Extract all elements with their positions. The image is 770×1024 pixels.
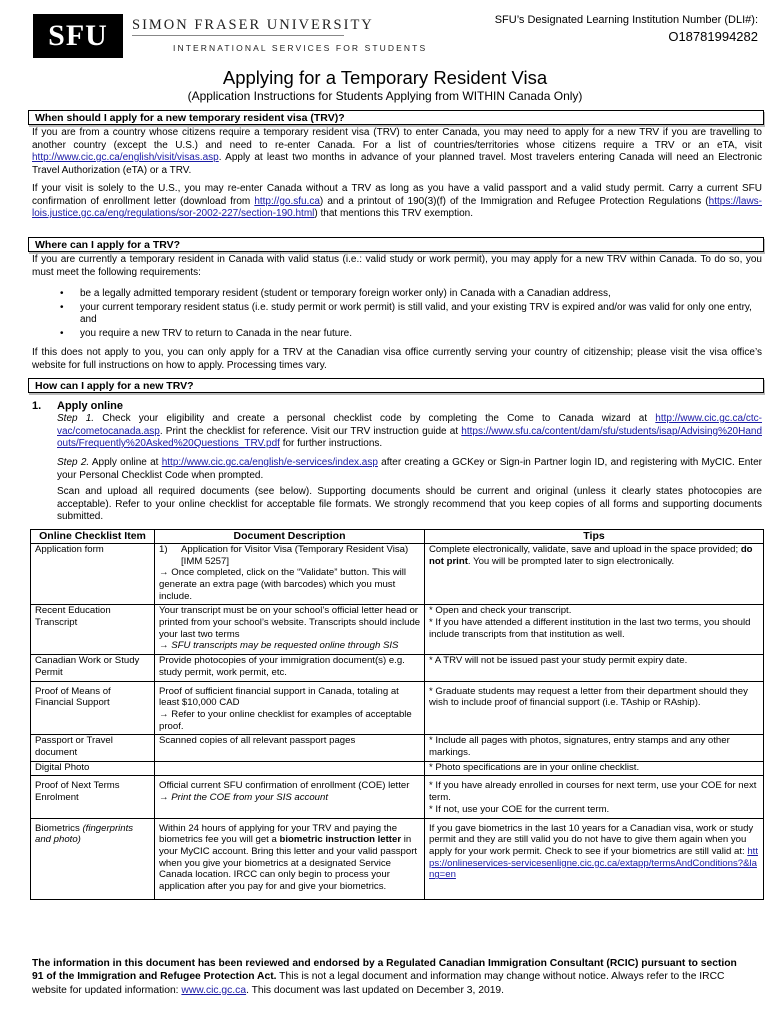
- tips-cell: * A TRV will not be issued past your study permit expiry date.: [425, 655, 764, 681]
- tips-cell: * Photo specifications are in your online checklist.: [425, 761, 764, 776]
- trv-guide-link[interactable]: https://www.sfu.ca/content/dam/sfu/students/isap/Advising%20Handouts/Frequently%20Asked%20Questions_TRV.pdf: [57, 425, 762, 449]
- page-subtitle: (Application Instructions for Students Applying from WITHIN Canada Only): [187, 89, 583, 103]
- item-cell: Recent Education Transcript: [31, 605, 155, 655]
- when-paragraph-1: If you are from a country whose citizens require a temporary resident visa (TRV) to enter Canada, you may need to apply for a new TRV if you are travelling to another country (except the U.S.) and need to re-enter Canada. For a list of countries/territories whose citizens require a TRV or an eTA, visit http://www.cic.gc.ca/english/visit/visas.asp. Apply at least two months in advance of your planned travel. Most travelers entering Canada will need an Electronic Travel Authorization (eTA) or a TRV.: [32, 127, 762, 176]
- description-cell: 1) Application for Visitor Visa (Temporary Resident Visa) [IMM 5257] → Once completed, click on the “Validate” button. This will generate an extra page (with barcodes) which you must include.: [155, 543, 425, 605]
- regulations-link[interactable]: https://laws-lois.justice.gc.ca/eng/regulations/sor-2002-227/section-190.html: [32, 195, 762, 219]
- description-cell: Official current SFU confirmation of enrollment (COE) letter → Print the COE from your SIS account: [155, 776, 425, 818]
- description-cell: Proof of sufficient financial support in Canada, totaling at least $10,000 CAD → Refer to your online checklist for examples of acceptable proof.: [155, 681, 425, 735]
- table-row: [31, 735, 764, 761]
- page-title: Applying for a Temporary Resident Visa: [222, 67, 548, 88]
- requirements-list: [58, 288, 758, 341]
- checklist-table: [30, 529, 764, 900]
- ircc-link[interactable]: www.cic.gc.ca: [181, 984, 247, 996]
- table-header-row: [31, 530, 764, 544]
- item-cell: Proof of Next Terms Enrolment: [31, 776, 155, 818]
- description-cell: Scanned copies of all relevant passport pages: [155, 735, 425, 761]
- dli-label: SFU’s Designated Learning Institution Number (DLI#):: [494, 14, 758, 26]
- table-row: [31, 605, 764, 655]
- biometrics-check-link[interactable]: https://onlineservices-servicesenligne.cic.gc.ca/extapp/termsAndConditions?&lang=en: [429, 845, 758, 881]
- e-services-link[interactable]: http://www.cic.gc.ca/english/e-services/index.asp: [161, 457, 378, 468]
- where-paragraph-1: If you are currently a temporary resident in Canada with valid status (i.e.: valid study or work permit), you may apply for a new TRV within Canada. To do so, you must meet the following requirements:: [32, 254, 762, 278]
- tips-cell: Complete electronically, validate, save and upload in the space provided; do not print. You will be prompted later to sign electronically.: [425, 543, 764, 605]
- header-divider: [132, 35, 344, 36]
- description-cell: Within 24 hours of applying for your TRV and paying the biometrics fee you will get a biometric instruction letter in your MyCIC account. Bring this letter and your valid passport when you give your biometrics at a designated Service Canada location. IRCC can only begin to process your application after you pay for and give your biometrics.: [155, 818, 425, 899]
- table-row: [31, 681, 764, 735]
- visas-link[interactable]: http://www.cic.gc.ca/english/visit/visas.asp: [32, 152, 219, 163]
- university-name: SIMON FRASER UNIVERSITY: [132, 17, 374, 33]
- col-header-tips: Tips: [425, 530, 764, 544]
- sfu-logo: SFU: [33, 14, 123, 58]
- col-header-item: Online Checklist Item: [31, 530, 155, 544]
- step-title: Apply online: [57, 400, 123, 412]
- step-number: 1.: [32, 400, 42, 412]
- where-paragraph-2: If this does not apply to you, you can only apply for a TRV at the Canadian visa office currently serving your country of citizenship; please visit the visa office’s website for full instructions on how to apply. Processing times vary.: [32, 347, 762, 371]
- step-3-text: Scan and upload all required documents (see below). Supporting documents should be current and original (unless it clearly states photocopies are acceptable). Refer to your online checklist for acceptable file formats. We strongly recommend that you keep copies of all forms and supporting documents submitted.: [57, 486, 762, 522]
- item-cell: Proof of Means of Financial Support: [31, 681, 155, 735]
- go-sfu-link[interactable]: http://go.sfu.ca: [254, 195, 320, 207]
- footer-disclaimer: The information in this document has been reviewed and endorsed by a Regulated Canadian Immigration Consultant (RCIC) pursuant to section 91 of the Immigration and Refugee Protection Act. This is not a legal document and information may change without notice. Always refer to the IRCC website for updated information: www.cic.gc.ca. This document was last updated on December 3, 2019.: [32, 958, 737, 996]
- table-row: [31, 776, 764, 818]
- tips-cell: * If you have already enrolled in courses for next term, use your COE for next term. * If not, use your COE for the current term.: [425, 776, 764, 818]
- when-paragraph-2: If your visit is solely to the U.S., you may re-enter Canada without a TRV as long as you have a valid passport and a valid study permit. Carry a current SFU confirmation of enrollment letter (download from http://go.sfu.ca) and a printout of 190(3)(f) of the Immigration and Refugee Protection Regulations (https://laws-lois.justice.gc.ca/eng/regulations/sor-2002-227/section-190.html) that mentions this TRV exemption.: [32, 183, 762, 219]
- table-row: [31, 543, 764, 605]
- description-cell: Provide photocopies of your immigration document(s) e.g. study permit, work permit, etc.: [155, 655, 425, 681]
- item-cell: Digital Photo: [31, 761, 155, 776]
- dli-number: O18781994282: [668, 29, 758, 44]
- requirement-item: • you require a new TRV to return to Canada in the near future.: [58, 328, 758, 341]
- requirement-item: • your current temporary resident status (i.e. study permit or work permit) is still valid, and your existing TRV is expired and/or was valid for only one entry, and: [58, 302, 758, 327]
- come-to-canada-link[interactable]: http://www.cic.gc.ca/ctc-vac/cometocanada.asp: [57, 413, 762, 437]
- tips-cell: * Graduate students may request a letter from their department should they wish to include proof of financial support (i.e. TAship or RAship).: [425, 681, 764, 735]
- requirement-item: • be a legally admitted temporary resident (student or temporary foreign worker only) in Canada with a Canadian address,: [58, 288, 758, 301]
- section-heading-where: Where can I apply for a TRV?: [28, 237, 764, 252]
- tips-cell: * Open and check your transcript. * If you have attended a different institution in the last two terms, you should include transcripts from that institution as well.: [425, 605, 764, 655]
- item-cell: Biometrics (fingerprints and photo): [31, 818, 155, 899]
- item-cell: Passport or Travel document: [31, 735, 155, 761]
- item-cell: Canadian Work or Study Permit: [31, 655, 155, 681]
- item-cell: Application form: [31, 543, 155, 605]
- tips-cell: If you gave biometrics in the last 10 years for a Canadian visa, work or study permit and they are still valid you do not have to give them again when you apply for your work permit. Check to see if your biometrics are still valid at: https://onlineservices-servicesenligne.cic.gc.ca/extapp/termsAndConditions?&lang=en: [425, 818, 764, 899]
- table-row: [31, 761, 764, 776]
- section-heading-how: How can I apply for a new TRV?: [28, 378, 764, 393]
- department-name: INTERNATIONAL SERVICES FOR STUDENTS: [173, 43, 428, 53]
- step-2-text: Step 2. Apply online at http://www.cic.gc.ca/english/e-services/index.asp after creating a GCKey or Sign-in Partner login ID, and registering with MyCIC. Enter your Personal Checklist Code when prompted.: [57, 457, 762, 481]
- step-1-text: Step 1. Check your eligibility and create a personal checklist code by completing the Come to Canada wizard at http://www.cic.gc.ca/ctc-vac/cometocanada.asp. Print the checklist for reference. Visit our TRV instruction guide at https://www.sfu.ca/content/dam/sfu/students/isap/Advising%20Handouts/Frequently%20Asked%20Questions_TRV.pdf for further instructions.: [57, 413, 762, 449]
- description-cell: Your transcript must be on your school’s official letter head or printed from your school’s website. Transcripts should include your last two terms → SFU transcripts may be requested online through SIS: [155, 605, 425, 655]
- col-header-description: Document Description: [155, 530, 425, 544]
- tips-cell: * Include all pages with photos, signatures, entry stamps and any other markings.: [425, 735, 764, 761]
- section-heading-when: When should I apply for a new temporary resident visa (TRV)?: [28, 110, 764, 125]
- table-row: [31, 818, 764, 899]
- description-cell: [155, 761, 425, 776]
- table-row: [31, 655, 764, 681]
